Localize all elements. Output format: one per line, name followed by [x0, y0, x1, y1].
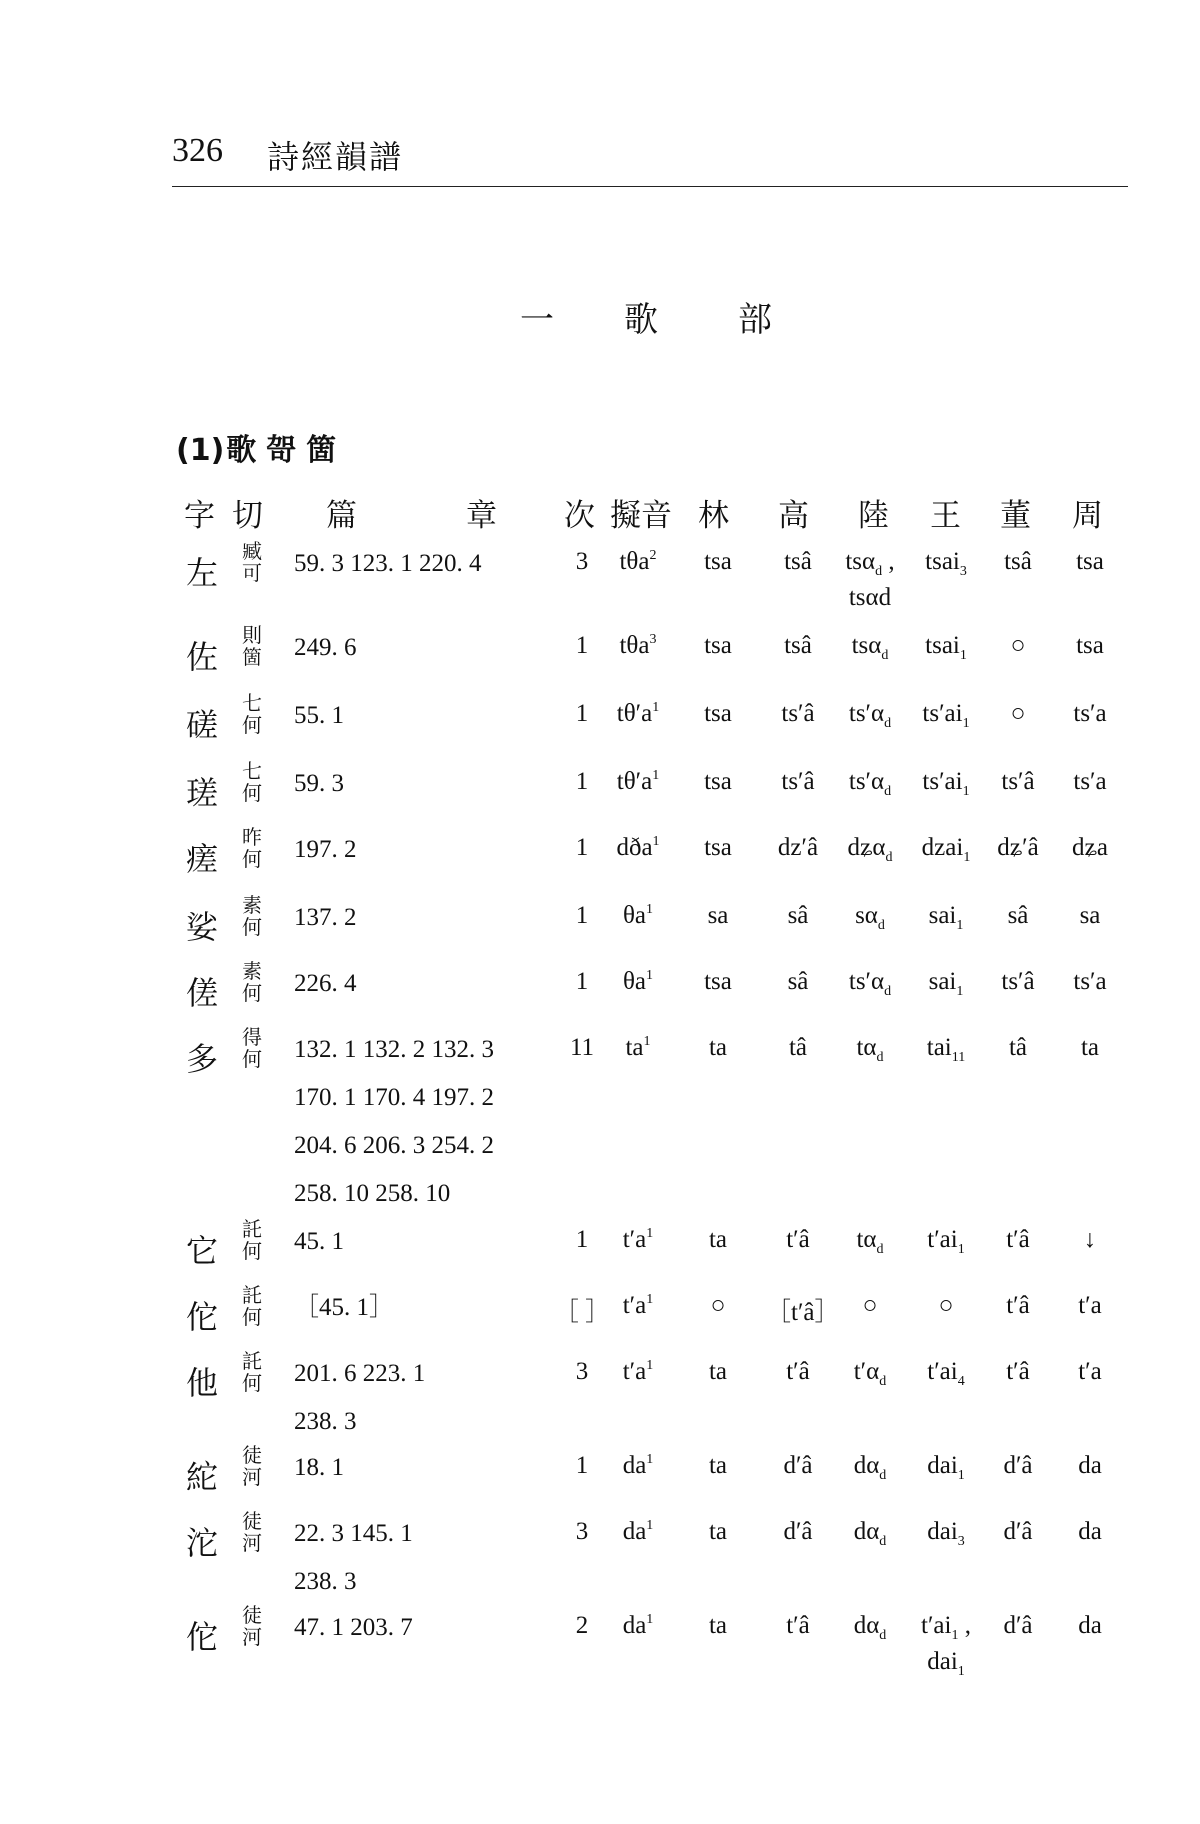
fanqie: [238, 1284, 266, 1328]
lu-value-sub: d: [884, 984, 892, 999]
head-character: 沱: [186, 1524, 219, 1562]
table-row: [0, 1218, 1200, 1278]
fanqie-char: 河: [242, 1625, 262, 1649]
wang-value: tai$_{11}$: [926, 1034, 966, 1065]
fanqie-char: 何: [242, 713, 262, 737]
count-value: 1: [575, 834, 589, 861]
reconstruction-sup: 1: [646, 1518, 654, 1533]
reconstruction: $\theta a^1$: [622, 902, 654, 929]
passages: [294, 894, 357, 942]
lu-value: dʑα$_d$: [847, 834, 893, 865]
fanqie-char: 素: [242, 893, 262, 917]
wang-value-alt-sub: 1: [957, 1664, 965, 1679]
gao-value: ［t′â］: [766, 1299, 840, 1326]
dong-value: d′â: [1003, 1612, 1033, 1639]
passage-line: 137. 2: [294, 904, 357, 931]
gao-value: sâ: [787, 902, 809, 929]
passages: [294, 826, 357, 874]
passages: [294, 1444, 344, 1492]
passage-line: 22. 3 145. 1: [294, 1520, 413, 1547]
fanqie-char: 何: [242, 981, 262, 1005]
passages: [294, 540, 482, 588]
fanqie-char: 則: [242, 623, 262, 647]
lin-value: ta: [708, 1518, 728, 1545]
wang-value: dai$_3$: [927, 1518, 965, 1549]
lin-value: tsa: [704, 632, 732, 659]
reconstruction-sup: 1: [646, 902, 654, 917]
gao-value: d′â: [783, 1518, 813, 1545]
count-value: 1: [575, 1226, 589, 1253]
fanqie-char: 何: [242, 1047, 262, 1071]
fanqie-char: 七: [242, 691, 262, 715]
dong-value: t′â: [1006, 1358, 1030, 1385]
reconstruction-sup: 1: [646, 968, 654, 983]
dong-value: t′â: [1006, 1226, 1030, 1253]
col-header-gao: 高: [778, 498, 809, 534]
col-header-lin: 林: [698, 498, 729, 534]
passages: [294, 1350, 425, 1446]
wang-value-sub: 3: [959, 564, 967, 579]
gao-value: ts′â: [781, 768, 815, 795]
table-row: [0, 894, 1200, 954]
lu-value: $d\alpha_d$: [853, 1452, 887, 1483]
fanqie-char: 何: [242, 915, 262, 939]
lin-value: tsa: [704, 548, 732, 575]
wang-value-sub: 3: [957, 1534, 965, 1549]
lu-value: tsα$_d$ ,: [845, 548, 895, 579]
passages: [294, 1218, 344, 1266]
passage-line: 55. 1: [294, 702, 344, 729]
reconstruction-sup: 1: [646, 1358, 654, 1373]
reconstruction: $t'a^1$: [622, 1226, 654, 1253]
col-header-ci: 次: [564, 498, 595, 534]
gao-value: d′â: [783, 1452, 813, 1479]
passage-line: 226. 4: [294, 970, 357, 997]
gao-value: t′â: [786, 1612, 810, 1639]
fanqie: [238, 960, 266, 1004]
lu-value-alt: tsαd: [848, 584, 892, 611]
head-character: 瑳: [186, 774, 219, 812]
reconstruction: $da^1$: [622, 1612, 654, 1639]
wang-value-sub: 1: [957, 1468, 965, 1483]
subsection-name: 歌哿箇: [226, 433, 347, 468]
head-character: 娑: [186, 908, 219, 946]
fanqie-char: 昨: [242, 825, 262, 849]
gao-value: tsâ: [784, 632, 812, 659]
fanqie: [238, 826, 266, 870]
gao-value: t′â: [786, 1226, 810, 1253]
count-value: 1: [575, 902, 589, 929]
wang-value: $t'ai_1$ ,: [921, 1612, 971, 1643]
fanqie-char: 何: [242, 847, 262, 871]
gao-value: t′â: [786, 1358, 810, 1385]
reconstruction-sup: 1: [652, 768, 660, 783]
wang-value: $ts'ai_1$: [922, 700, 970, 731]
fanqie-char: 得: [242, 1025, 262, 1049]
gao-value: dz′â: [777, 834, 819, 861]
table-row: [0, 624, 1200, 684]
passage-line: 59. 3: [294, 770, 344, 797]
lu-value: $ts'\alpha_d$: [848, 768, 892, 799]
fanqie: [238, 1604, 266, 1648]
head-character: 磋: [186, 706, 219, 744]
section-title: [520, 292, 820, 338]
reconstruction: $da^1$: [622, 1518, 654, 1545]
fanqie-char: 河: [242, 1531, 262, 1555]
lu-value: $ts'\alpha_d$: [848, 700, 892, 731]
gao-value: tâ: [788, 1034, 808, 1061]
lin-value: tsa: [704, 968, 732, 995]
table-row: [0, 760, 1200, 820]
dong-value: ts′â: [1001, 768, 1035, 795]
lin-value: ta: [708, 1612, 728, 1639]
wang-value-sub: 1: [957, 1242, 965, 1257]
wang-value: sai$_1$: [928, 968, 964, 999]
col-header-dong: 董: [1000, 498, 1031, 534]
table-row: [0, 539, 1200, 611]
passage-line: 204. 6 206. 3 254. 2: [294, 1132, 494, 1159]
passage-line: 132. 1 132. 2 132. 3: [294, 1036, 494, 1063]
zhou-value: ↓: [1083, 1226, 1097, 1253]
passages: [294, 1604, 413, 1652]
wang-value-sub: 1: [963, 850, 971, 865]
count-value: 3: [575, 548, 589, 575]
fanqie-char: 徒: [242, 1509, 262, 1533]
wang-value-sub: 1: [962, 716, 970, 731]
gao-value: tsâ: [784, 548, 812, 575]
lu-value-sub: d: [879, 1468, 887, 1483]
lu-value: $d\alpha_d$: [853, 1518, 887, 1549]
reconstruction: $t'a^1$: [622, 1292, 654, 1319]
lu-value: ○: [862, 1292, 878, 1319]
lu-value: $t\alpha_d$: [856, 1226, 884, 1257]
dong-value: tsâ: [1004, 548, 1032, 575]
fanqie: [238, 894, 266, 938]
passages: [294, 1510, 413, 1606]
fanqie-char: 何: [242, 1239, 262, 1263]
reconstruction-sup: 1: [652, 834, 660, 849]
reconstruction: $t'a^1$: [622, 1358, 654, 1385]
count-value: 1: [575, 968, 589, 995]
col-header-niyin: 擬音: [610, 498, 672, 534]
reconstruction: $da^1$: [622, 1452, 654, 1479]
table-row: [0, 1603, 1200, 1679]
fanqie-char: 何: [242, 781, 262, 805]
wang-value: $t'ai_4$: [927, 1358, 965, 1389]
dong-value: ○: [1010, 632, 1026, 659]
col-header-lu: 陸: [858, 498, 889, 534]
passage-line: 170. 1 170. 4 197. 2: [294, 1084, 494, 1111]
wang-value-sub: 11: [951, 1050, 966, 1065]
wang-value-sub: 1: [956, 918, 964, 933]
lin-value: sa: [707, 902, 729, 929]
fanqie-char: 何: [242, 1305, 262, 1329]
reconstruction-sup: 2: [649, 548, 657, 563]
passages: [294, 760, 344, 808]
lu-value: $ts'\alpha_d$: [848, 968, 892, 999]
lin-value: ta: [708, 1034, 728, 1061]
passage-line: 59. 3 123. 1 220. 4: [294, 550, 482, 577]
lu-value: $t\alpha_d$: [856, 1034, 884, 1065]
reconstruction-sup: 1: [646, 1292, 654, 1307]
gao-value: sâ: [787, 968, 809, 995]
page-number: 326: [172, 132, 223, 169]
reconstruction: tθa$^3$: [619, 632, 657, 659]
lu-value-sub: d: [884, 716, 892, 731]
title-char-2: 歌: [624, 300, 658, 340]
wang-value: tsai$_3$: [925, 548, 967, 579]
table-row: [0, 692, 1200, 752]
wang-value: ○: [938, 1292, 954, 1319]
passages: [294, 624, 357, 672]
passages: [294, 1026, 494, 1218]
lu-value-sub: d: [879, 1534, 887, 1549]
wang-value: sai$_1$: [928, 902, 964, 933]
zhou-value: ts′a: [1073, 768, 1107, 795]
zhou-value: da: [1078, 1518, 1102, 1545]
fanqie-char: 徒: [242, 1443, 262, 1467]
head-character: 佐: [186, 638, 219, 676]
lin-value: tsa: [704, 768, 732, 795]
lu-value-sub: d: [881, 648, 889, 663]
count-value: 1: [575, 768, 589, 795]
fanqie-char: 可: [242, 561, 262, 585]
lin-value: ta: [708, 1358, 728, 1385]
passage-line: 197. 2: [294, 836, 357, 863]
head-character: 傞: [186, 974, 219, 1012]
zhou-value: tsa: [1076, 632, 1104, 659]
head-character: 瘥: [186, 840, 219, 878]
wang-value-sub: 1: [956, 984, 964, 999]
col-header-zhang: 章: [466, 498, 497, 534]
lu-value-sub: d: [876, 1050, 884, 1065]
gao-value: ts′â: [781, 700, 815, 727]
head-character: 紽: [186, 1458, 219, 1496]
zhou-value: t′a: [1078, 1292, 1102, 1319]
reconstruction-sup: 1: [646, 1612, 654, 1627]
table-row: [0, 1025, 1200, 1207]
zhou-value: sa: [1079, 902, 1101, 929]
fanqie: [238, 1510, 266, 1554]
dong-value: sâ: [1007, 902, 1029, 929]
reconstruction: tθa$^2$: [619, 548, 657, 575]
zhou-value: ts′a: [1073, 968, 1107, 995]
dong-value: ts′â: [1001, 968, 1035, 995]
count-value: 2: [575, 1612, 589, 1639]
reconstruction: $t\theta'a^1$: [616, 700, 660, 727]
head-character: 它: [186, 1232, 219, 1270]
fanqie: [238, 1218, 266, 1262]
head-character: 多: [186, 1040, 219, 1078]
subsection-heading: [176, 425, 346, 469]
col-header-wang: 王: [930, 498, 961, 534]
wang-value-alt: dai$_1$: [927, 1648, 965, 1679]
header-rule: [172, 186, 1128, 187]
lu-value-sub: d: [879, 1628, 887, 1643]
fanqie: [238, 1444, 266, 1488]
col-header-zhou: 周: [1072, 498, 1103, 534]
count-value: 11: [569, 1034, 595, 1061]
dong-value: dʑ′â: [997, 834, 1039, 861]
zhou-value: t′a: [1078, 1358, 1102, 1385]
wang-value-sub: 1: [962, 784, 970, 799]
dong-value: ○: [1010, 700, 1026, 727]
fanqie: [238, 624, 266, 668]
count-value: ［ ］: [553, 1299, 611, 1326]
title-char-3: 部: [738, 300, 772, 340]
fanqie-char: 託: [242, 1217, 262, 1241]
col-header-pian: 篇: [326, 498, 357, 534]
subsection-number: (1): [176, 433, 225, 468]
table-row: [0, 1444, 1200, 1504]
reconstruction-sup: 1: [646, 1226, 654, 1241]
passage-line: 201. 6 223. 1: [294, 1360, 426, 1387]
lin-value: tsa: [704, 834, 732, 861]
lu-value-sub: d: [876, 1242, 884, 1257]
lin-value: ta: [708, 1226, 728, 1253]
dong-value: d′â: [1003, 1518, 1033, 1545]
passages: [294, 960, 357, 1008]
passage-line: 18. 1: [294, 1454, 344, 1481]
count-value: 3: [575, 1358, 589, 1385]
book-title: 詩經韻譜: [267, 138, 404, 176]
lu-value-sub: d: [877, 918, 885, 933]
zhou-value: tsa: [1076, 548, 1104, 575]
zhou-value: ta: [1080, 1034, 1100, 1061]
wang-value: $ts'ai_1$: [922, 768, 970, 799]
fanqie: [238, 1026, 266, 1070]
count-value: 1: [575, 1452, 589, 1479]
fanqie: [238, 540, 266, 584]
lu-value-sub: d: [884, 784, 892, 799]
fanqie-char: 臧: [242, 539, 262, 563]
reconstruction-sup: 1: [652, 700, 660, 715]
zhou-value: ts′a: [1073, 700, 1107, 727]
lu-value: $s\alpha_d$: [855, 902, 885, 933]
table-row: [0, 1349, 1200, 1435]
wang-value: dzai$_1$: [921, 834, 971, 865]
count-value: 1: [575, 700, 589, 727]
title-char-1: 一: [520, 300, 554, 340]
passage-line: ［45. 1］: [294, 1294, 395, 1321]
head-character: 他: [186, 1364, 219, 1402]
dong-value: d′â: [1003, 1452, 1033, 1479]
col-header-qie: 切: [232, 498, 263, 534]
zhou-value: da: [1078, 1452, 1102, 1479]
count-value: 1: [575, 632, 589, 659]
lu-value-sub: d: [875, 564, 883, 579]
fanqie-char: 徒: [242, 1603, 262, 1627]
wang-value-sub: 1: [951, 1628, 959, 1643]
reconstruction-sup: 3: [649, 632, 657, 647]
reconstruction: $\theta a^1$: [622, 968, 654, 995]
table-row: [0, 826, 1200, 886]
fanqie: [238, 760, 266, 804]
reconstruction-sup: 1: [643, 1034, 651, 1049]
lu-value: $d\alpha_d$: [853, 1612, 887, 1643]
fanqie-char: 河: [242, 1465, 262, 1489]
fanqie-char: 素: [242, 959, 262, 983]
col-header-zi: 字: [184, 498, 215, 534]
dong-value: tâ: [1008, 1034, 1028, 1061]
head-character: 佗: [186, 1298, 219, 1336]
fanqie-char: 箇: [242, 645, 262, 669]
lu-value: tsα$_d$: [851, 632, 889, 663]
fanqie-char: 託: [242, 1349, 262, 1373]
passage-line: 47. 1 203. 7: [294, 1614, 413, 1641]
wang-value: dai$_1$: [927, 1452, 965, 1483]
lu-value-sub: d: [879, 1374, 887, 1389]
fanqie-char: 託: [242, 1283, 262, 1307]
passages: [294, 692, 344, 740]
lin-value: tsa: [704, 700, 732, 727]
lu-value: $t'\alpha_d$: [853, 1358, 887, 1389]
zhou-value: dʑa: [1072, 834, 1108, 861]
fanqie: [238, 692, 266, 736]
passage-line: 249. 6: [294, 634, 357, 661]
passages: [294, 1284, 394, 1332]
fanqie-char: 何: [242, 1371, 262, 1395]
passage-line: 238. 3: [294, 1568, 357, 1595]
table-row: [0, 1284, 1200, 1344]
wang-value: $t'ai_1$: [927, 1226, 965, 1257]
table-row: [0, 960, 1200, 1020]
passage-line: 238. 3: [294, 1408, 357, 1435]
wang-value-sub: 1: [959, 648, 967, 663]
wang-value-sub: 4: [957, 1374, 965, 1389]
head-character: 佗: [186, 1618, 219, 1656]
passage-line: 45. 1: [294, 1228, 344, 1255]
passage-line: 258. 10 258. 10: [294, 1180, 451, 1207]
head-character: 左: [186, 554, 219, 592]
reconstruction: dða$^1$: [616, 834, 660, 861]
count-value: 3: [575, 1518, 589, 1545]
wang-value: tsai$_1$: [925, 632, 967, 663]
fanqie: [238, 1350, 266, 1394]
reconstruction: $t\theta'a^1$: [616, 768, 660, 795]
table-row: [0, 1509, 1200, 1595]
dong-value: t′â: [1006, 1292, 1030, 1319]
lu-value-sub: d: [885, 850, 893, 865]
reconstruction: $ta^1$: [625, 1034, 651, 1061]
lin-value: ta: [708, 1452, 728, 1479]
fanqie-char: 七: [242, 759, 262, 783]
zhou-value: da: [1078, 1612, 1102, 1639]
reconstruction-sup: 1: [646, 1452, 654, 1467]
lin-value: ○: [710, 1292, 726, 1319]
